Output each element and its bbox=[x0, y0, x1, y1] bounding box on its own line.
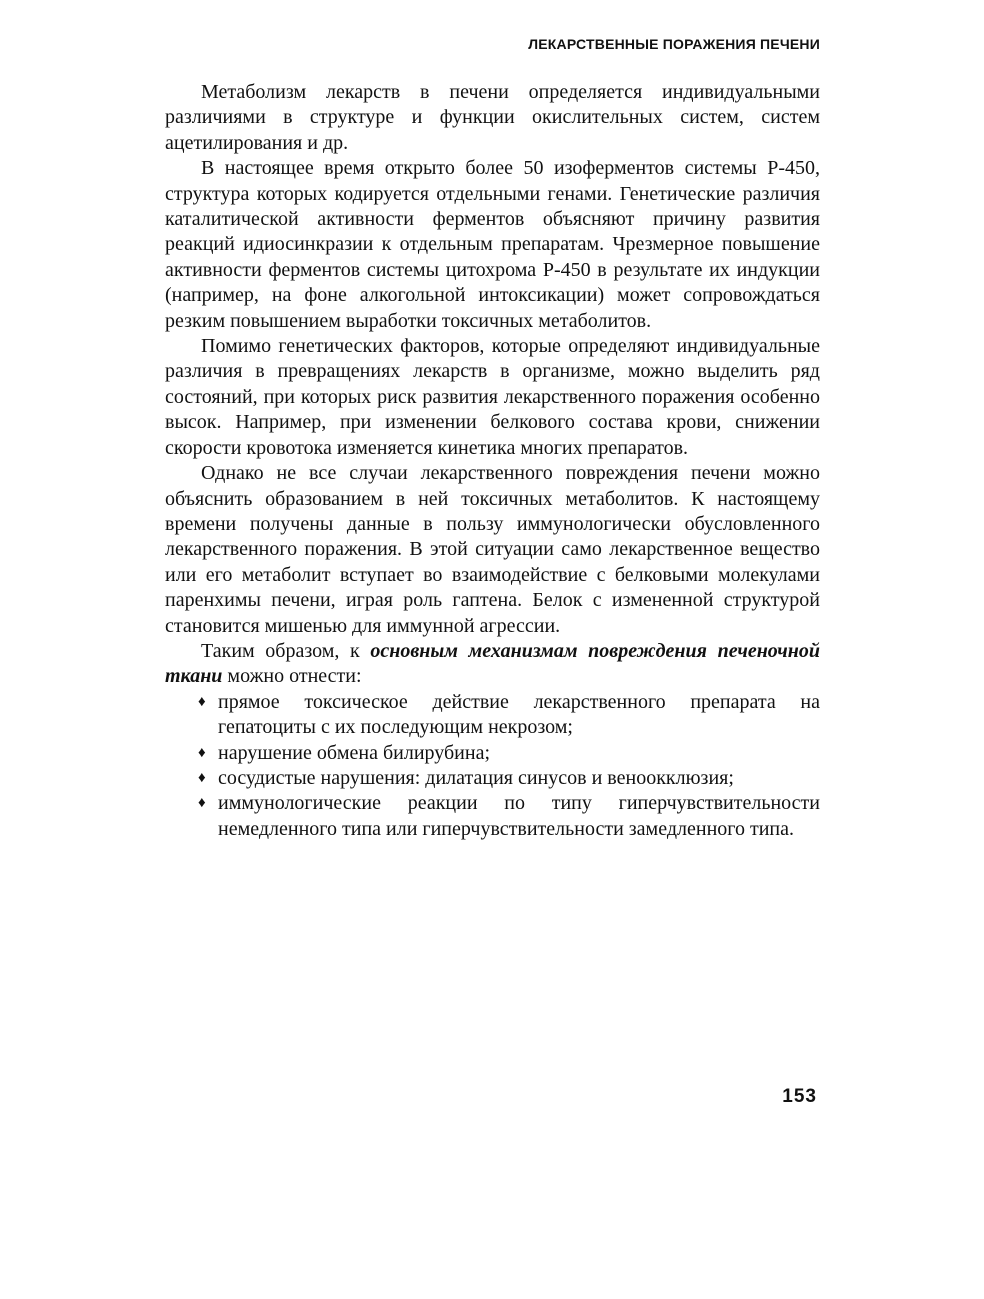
list-item bbox=[165, 791, 820, 842]
diamond-bullet-icon: ♦ bbox=[198, 744, 206, 761]
diamond-bullet-icon: ♦ bbox=[198, 769, 206, 786]
list-item bbox=[165, 690, 820, 741]
list-item-text: иммунологические реакции по типу гиперчувствительности немедленного типа или гиперчувствительности замедленного типа. bbox=[218, 792, 820, 840]
diamond-bullet-icon: ♦ bbox=[198, 795, 206, 812]
page-number: 153 bbox=[782, 1086, 817, 1107]
paragraph-genetic-factors: Помимо генетических факторов, которые определяют индивидуальные различия в превращениях лекарств в организме, можно выделить ряд состояний, при которых риск развития лекарственного поражения особенно высок. Например, при изменении белкового состава крови, снижении скорости кровотока изменяется кинетика многих препаратов. bbox=[165, 335, 820, 459]
paragraph-summary bbox=[165, 639, 820, 690]
summary-emphasis: основным механизмам повреждения печеночной ткани bbox=[165, 639, 820, 688]
list-item-text: прямое токсическое действие лекарственного препарата на гепатоциты с их последующим некрозом; bbox=[218, 690, 820, 739]
mechanism-list bbox=[165, 690, 820, 842]
paragraph-isoenzymes: В настоящее время открыто более 50 изоферментов системы Р-450, структура которых кодируется отдельными генами. Генетические различия каталитической активности ферментов объясняют причину развития реакций идиосинкразии к отдельным препаратам. Чрезмерное повышение активности ферментов системы цитохрома Р-450 в результате их индукции (например, на фоне алкогольной интоксикации) может сопровождаться резким повышением выработки токсичных метаболитов. bbox=[165, 157, 820, 332]
list-item bbox=[165, 741, 820, 766]
running-title: ЛЕКАРСТВЕННЫЕ ПОРАЖЕНИЯ ПЕЧЕНИ bbox=[528, 36, 820, 52]
summary-tail: можно отнести: bbox=[222, 665, 362, 688]
summary-lead: Таким образом, к bbox=[201, 639, 371, 662]
paragraph-metabolism: Метаболизм лекарств в печени определяется индивидуальными различиями в структуре и функции окислительных систем, систем ацетилирования и др. bbox=[165, 81, 820, 154]
diamond-bullet-icon: ♦ bbox=[198, 693, 206, 710]
list-item-text: сосудистые нарушения: дилатация синусов и веноокклюзия; bbox=[218, 766, 734, 789]
paragraph-immunologic: Однако не все случаи лекарственного повреждения печени можно объяснить образованием в ней токсичных метаболитов. К настоящему времени получены данные в пользу иммунологически обусловленного лекарственного поражения. В этой ситуации само лекарственное вещество или его метаболит вступает во взаимодействие с белковыми молекулами паренхимы печени, играя роль гаптена. Белок с измененной структурой становится мишенью для иммунной агрессии. bbox=[165, 462, 820, 637]
main-text bbox=[165, 80, 820, 842]
list-item bbox=[165, 766, 820, 791]
list-item-text: нарушение обмена билирубина; bbox=[218, 741, 491, 764]
